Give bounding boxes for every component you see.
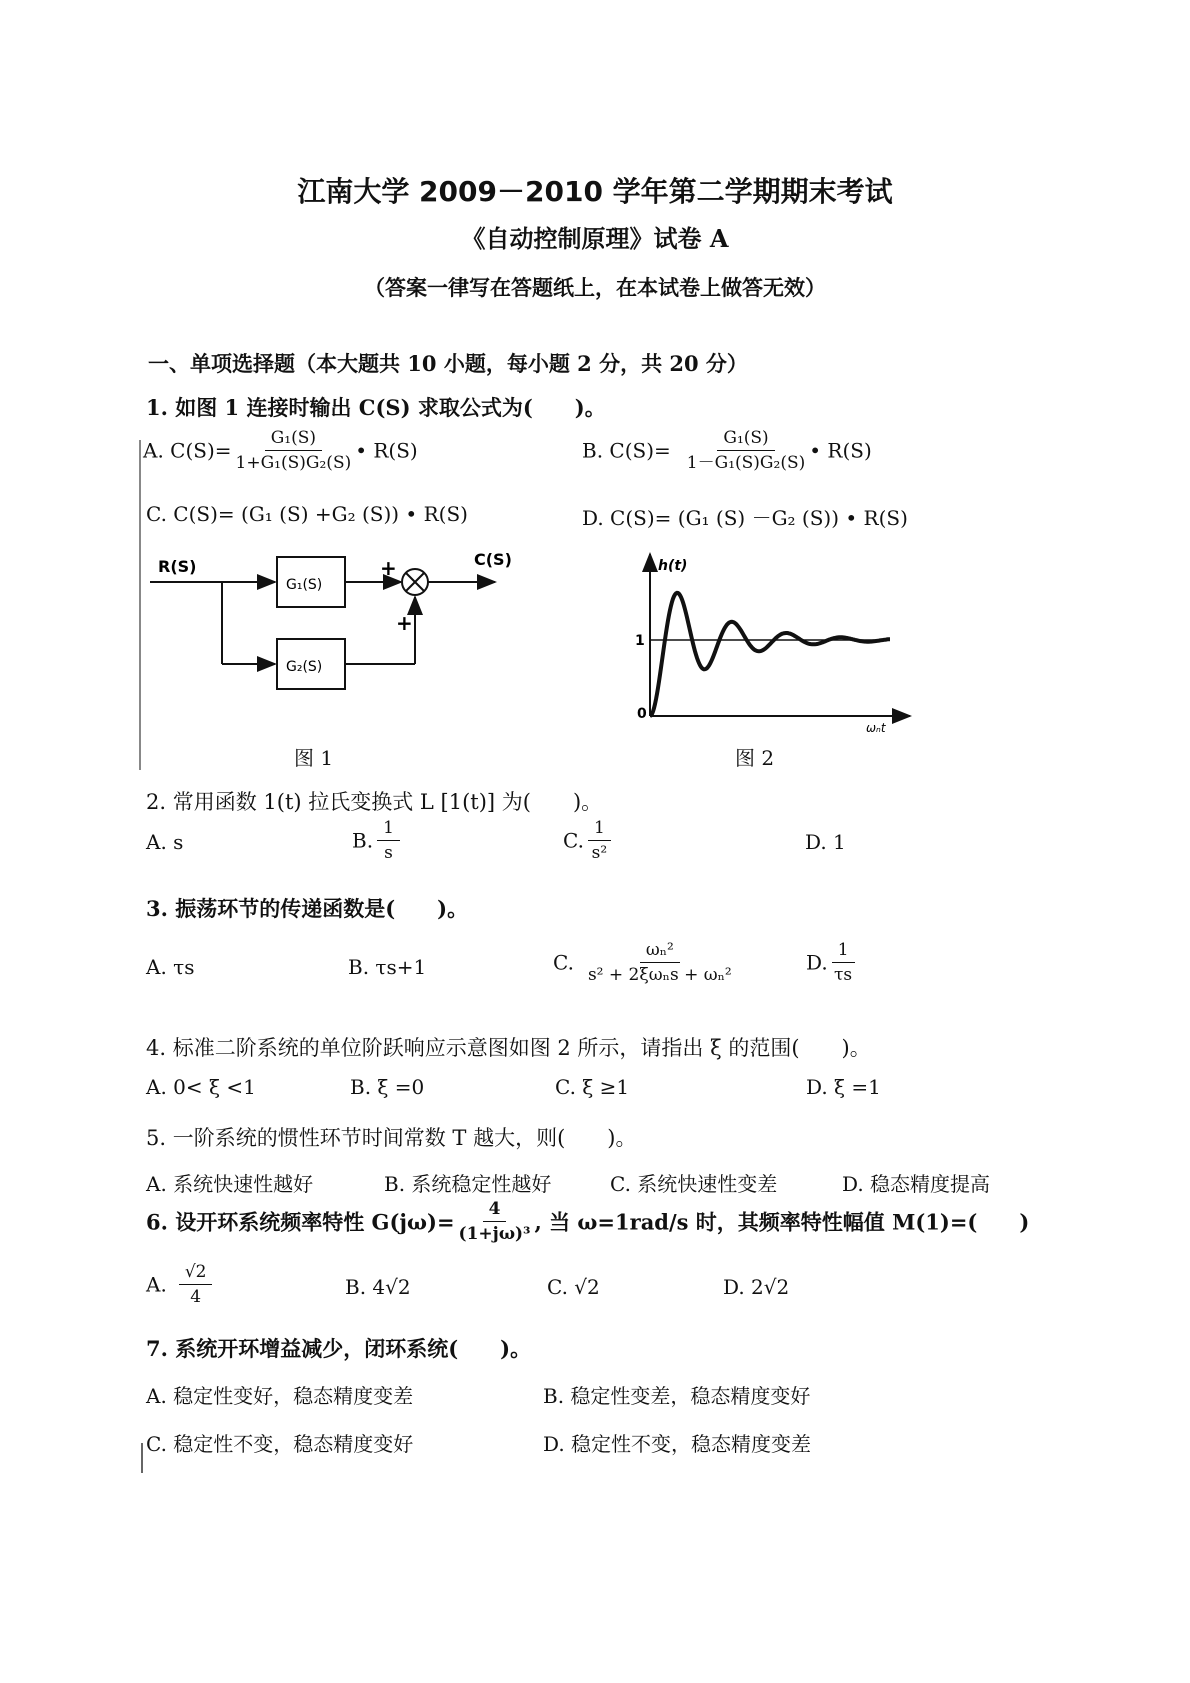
q3-d-den: τs [834, 965, 853, 985]
figure1-block-diagram [140, 545, 540, 720]
fig1-block-g2-label: G₂(S) [286, 659, 323, 675]
q7-option-c: C. 稳定性不变，稳态精度变好 [146, 1432, 414, 1456]
q2-c-num: 1 [588, 818, 611, 841]
q5-option-d: D. 稳态精度提高 [842, 1172, 991, 1196]
fig1-output-label: C(S) [474, 550, 512, 569]
q3-stem: 3. 振荡环节的传递函数是( )。 [146, 896, 469, 921]
q2-option-d: D. 1 [805, 830, 846, 854]
fig1-input-label: R(S) [158, 557, 197, 576]
q6-a-den: 4 [190, 1287, 202, 1307]
q3-option-d [806, 940, 859, 985]
q2-option-a: A. s [146, 830, 184, 854]
q2-c-label: C. [563, 828, 584, 853]
q3-c-den: s² + 2ξωₙs + ωₙ² [587, 965, 732, 985]
section-heading: 一、单项选择题（本大题共 10 小题，每小题 2 分，共 20 分） [148, 351, 748, 376]
q1-option-c: C. C(S)= (G₁ (S) +G₂ (S)) • R(S) [146, 502, 468, 526]
fig1-block-g1-label: G₁(S) [286, 577, 323, 593]
q1-b-den: 1－G₁(S)G₂(S) [686, 453, 806, 473]
q4-option-d: D. ξ =1 [806, 1075, 881, 1099]
fig2-ylabel: h(t) [658, 558, 688, 574]
fig2-xlabel: ωₙt [866, 721, 886, 733]
q3-c-num: ωₙ² [640, 940, 680, 963]
figure2-caption: 图 2 [735, 746, 775, 770]
q6-stem [146, 1199, 1029, 1244]
q5-option-c: C. 系统快速性变差 [610, 1172, 778, 1196]
q2-b-num: 1 [377, 818, 400, 841]
q3-option-b: B. τs+1 [348, 955, 427, 979]
q2-stem: 2. 常用函数 1(t) 拉氏变换式 L [1(t)] 为( )。 [146, 790, 603, 814]
q6-option-b: B. 4√2 [345, 1275, 411, 1299]
q6-den: (1+jω)³ [458, 1224, 531, 1244]
scan-margin-line [139, 440, 141, 770]
q1-b-label: B. [582, 438, 604, 463]
q1-a-den: 1+G₁(S)G₂(S) [235, 453, 352, 473]
q1-b-rhs: • R(S) [809, 438, 872, 463]
fig2-tick-zero: 0 [637, 706, 647, 722]
q1-b-num: G₁(S) [717, 428, 774, 451]
q1-option-a [143, 428, 418, 473]
exam-subtitle: 《自动控制原理》试卷 A [461, 224, 729, 253]
q7-option-a: A. 稳定性变好，稳态精度变差 [146, 1384, 414, 1408]
q2-b-label: B. [352, 828, 374, 853]
q1-a-rhs: • R(S) [355, 438, 418, 463]
exam-note: （答案一律写在答题纸上，在本试卷上做答无效） [364, 275, 826, 300]
q1-stem: 1. 如图 1 连接时输出 C(S) 求取公式为( )。 [146, 395, 606, 420]
q6-option-d: D. 2√2 [723, 1275, 790, 1299]
q1-option-b [582, 428, 872, 473]
q2-b-den: s [384, 843, 393, 863]
q6-a-num: √2 [179, 1262, 213, 1285]
q1-a-label: A. [143, 438, 164, 463]
q7-stem: 7. 系统开环增益减少，闭环系统( )。 [146, 1336, 532, 1361]
q3-c-label: C. [553, 950, 574, 975]
q2-option-c [563, 818, 615, 863]
q3-option-a: A. τs [146, 955, 195, 979]
q1-option-d: D. C(S)= (G₁ (S) －G₂ (S)) • R(S) [582, 506, 908, 530]
q5-stem: 5. 一阶系统的惯性环节时间常数 T 越大，则( )。 [146, 1126, 637, 1150]
q4-option-c: C. ξ ≥1 [555, 1075, 630, 1099]
scan-margin-mark [141, 1443, 143, 1473]
figure1-caption: 图 1 [294, 746, 334, 770]
q6-stem-pre: 6. 设开环系统频率特性 G(jω)= [146, 1209, 455, 1235]
exam-title: 江南大学 2009－2010 学年第二学期期末考试 [297, 175, 893, 208]
q6-a-label: A. [146, 1272, 167, 1297]
q1-a-num: G₁(S) [265, 428, 322, 451]
q4-option-b: B. ξ =0 [350, 1075, 425, 1099]
fig2-tick-one: 1 [635, 633, 645, 649]
figure2-step-response [620, 548, 920, 733]
q3-d-num: 1 [832, 940, 855, 963]
q5-option-a: A. 系统快速性越好 [146, 1172, 314, 1196]
q6-option-a [146, 1262, 216, 1307]
q6-num: 4 [483, 1199, 507, 1222]
fig2-response-curve [650, 593, 890, 716]
q7-option-b: B. 稳定性变差，稳态精度变好 [543, 1384, 811, 1408]
q3-option-c [553, 940, 736, 985]
q4-stem: 4. 标准二阶系统的单位阶跃响应示意图如图 2 所示，请指出 ξ 的范围( )。 [146, 1036, 871, 1060]
q3-d-label: D. [806, 950, 828, 975]
q2-c-den: s² [591, 843, 608, 863]
fig1-plus-top: + [380, 556, 397, 580]
q1-a-lhs: C(S)= [170, 438, 232, 463]
fig1-plus-bottom: + [396, 611, 413, 635]
q5-option-b: B. 系统稳定性越好 [384, 1172, 552, 1196]
q2-option-b [352, 818, 404, 863]
q7-option-d: D. 稳定性不变，稳态精度变差 [543, 1432, 812, 1456]
q4-option-a: A. 0< ξ <1 [146, 1075, 256, 1099]
q6-option-c: C. √2 [547, 1275, 600, 1299]
q6-stem-post: , 当 ω=1rad/s 时，其频率特性幅值 M(1)=( ) [534, 1209, 1030, 1235]
q1-b-lhs: C(S)= [609, 438, 671, 463]
